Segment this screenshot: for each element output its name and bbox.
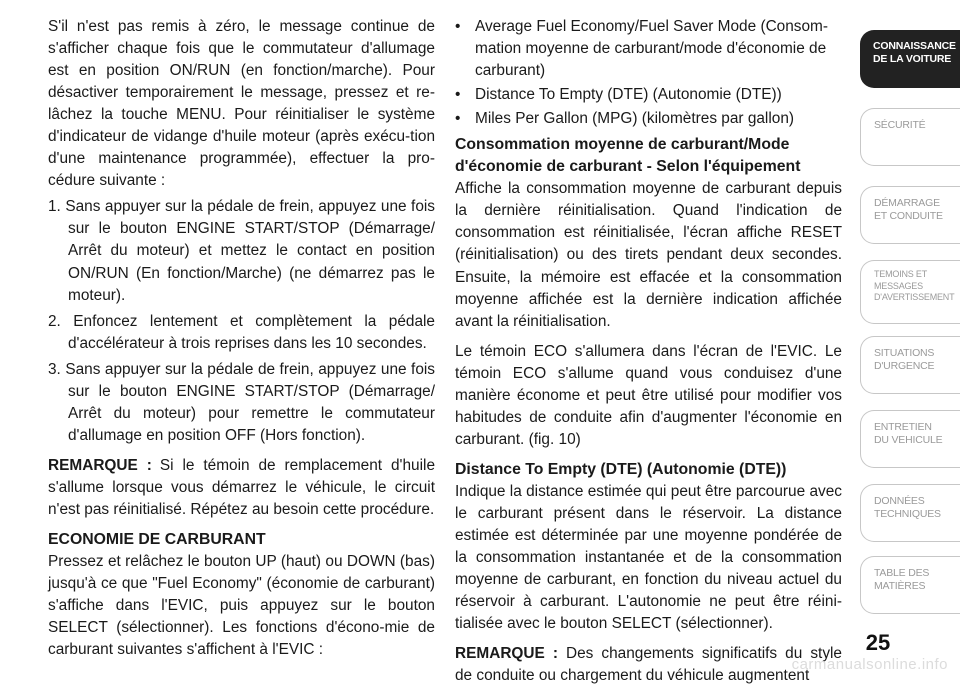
step-number: 3. — [48, 360, 61, 378]
remark-label: REMARQUE : — [455, 645, 558, 663]
watermark: carmanualsonline.info — [791, 656, 948, 673]
bullet-text: Distance To Empty (DTE) (Autonomie (DTE)) — [475, 86, 782, 104]
tab-label: DONNÉES TECHNIQUES — [874, 495, 941, 520]
step-number: 1. — [48, 198, 61, 216]
page-number: 25 — [865, 630, 891, 655]
remark-text: Des changements significatifs du style de conduite ou chargement du véhicule augmentent — [455, 645, 842, 685]
tab-label: TEMOINS ET MESSAGES D'AVERTISSEMENT — [874, 269, 955, 302]
tab-connaissance[interactable] — [860, 30, 960, 88]
step-number: 2. — [48, 312, 61, 330]
tab-entretien[interactable] — [860, 410, 960, 468]
list-item — [455, 108, 842, 130]
eco-paragraph: Le témoin ECO s'allumera dans l'écran de l'EVIC. Le témoin ECO s'allume quand vous conduisez d'une manière économe et peut être utilisé pour modifier vos habitudes de conduite afin d'augmenter l'économie en carburant. (fig. 10) — [455, 342, 842, 448]
fuel-functions-list — [455, 16, 842, 130]
list-item — [455, 16, 842, 82]
tab-label: TABLE DES MATIÈRES — [874, 567, 930, 592]
list-item — [48, 359, 435, 447]
tab-demarrage[interactable] — [860, 186, 960, 244]
tab-label: DÉMARRAGE ET CONDUITE — [874, 197, 943, 222]
bullet-icon: • — [455, 86, 461, 104]
remark-paragraph — [455, 643, 842, 687]
step-text: Enfoncez lentement et complètement la pédale d'accélérateur à trois reprises dans les 10 secondes. — [68, 312, 435, 352]
intro-paragraph: S'il n'est pas remis à zéro, le message continue de s'afficher chaque fois que le commutateur d'allumage est en position ON/RUN (en fonction/marche). Pour désactiver temporairement le message, pressez et re-lâchez la touche MENU. Pour réinitialiser le système d'indicateur de vidange d'huile moteur (après exécu-tion d'une maintenance programmée), effectuer la pro-cédure suivante : — [48, 18, 435, 190]
section-heading: Consommation moyenne de carburant/Mode d'économie de carburant - Selon l'équipement — [455, 136, 801, 176]
right-column — [455, 16, 842, 687]
tab-label: CONNAISSANCE DE LA VOITURE — [873, 40, 956, 65]
remark-label: REMARQUE : — [48, 456, 152, 474]
section-heading: ECONOMIE DE CARBURANT — [48, 531, 266, 549]
bullet-icon: • — [455, 110, 461, 128]
average-consumption-paragraph: Affiche la consommation moyenne de carburant depuis la dernière réinitialisation. Quand l'indication de consommation est réinitialisée, l'écran affiche RESET (réinitialisation) ou des tirets pendant deux secondes. Ensuite, la mémoire est effacée et la consommation moyenne affichée est la dernière indication affichée avant la réinitialisation. — [455, 180, 842, 330]
list-item — [455, 84, 842, 106]
tab-donnees[interactable] — [860, 484, 960, 542]
remark-text: Si le témoin de remplacement d'huile s'allume lorsque vous démarrez le véhicule, le circuit n'est pas réinitialisé. Répétez au besoin cette procédure. — [48, 456, 435, 518]
chapter-tabs — [856, 0, 960, 678]
dte-paragraph: Indique la distance estimée qui peut être parcourue avec le carburant présent dans le réservoir. La distance estimée est déterminée par une moyenne pondérée de la consommation instantanée et de la consommation moyenne de carburant, en fonction du niveau actuel du réservoir à carburant. L'autonomie ne peut être réini-tialisée avec le bouton SELECT (sélectionner). — [455, 482, 842, 633]
remark-paragraph — [48, 455, 435, 521]
bullet-text: Average Fuel Economy/Fuel Saver Mode (Consom-mation moyenne de carburant/mode d'économie de carburant) — [475, 18, 828, 80]
fuel-economy-paragraph: Pressez et relâchez le bouton UP (haut) ou DOWN (bas) jusqu'à ce que "Fuel Economy" (économie de carburant) s'affiche dans l'EVIC, puis appuyez sur le bouton SELECT (sélectionner). Les fonctions d'écono-mie de carburant suivantes s'affichent à l'EVIC : — [48, 553, 435, 659]
reset-steps-list — [48, 196, 435, 447]
tab-securite[interactable] — [860, 108, 960, 166]
tab-label: SÉCURITÉ — [874, 119, 926, 131]
step-text: Sans appuyer sur la pédale de frein, appuyez une fois sur le bouton ENGINE START/STOP (Démarrage/ Arrêt du moteur) pour remettre le commutateur d'allumage en position OFF (Hors fonction). — [65, 360, 435, 444]
list-item — [48, 196, 435, 306]
step-text: Sans appuyer sur la pédale de frein, appuyez une fois sur le bouton ENGINE START/STOP (Démarrage/ Arrêt du moteur) et mettez le contact en position ON/RUN (En fonction/Marche) (ne démarrez pas le moteur). — [65, 198, 435, 304]
tab-label: ENTRETIEN DU VEHICULE — [874, 421, 943, 446]
tab-table[interactable] — [860, 556, 960, 614]
list-item — [48, 311, 435, 355]
tab-situations[interactable] — [860, 336, 960, 394]
tab-label: SITUATIONS D'URGENCE — [874, 347, 935, 372]
bullet-text: Miles Per Gallon (MPG) (kilomètres par gallon) — [475, 110, 795, 128]
left-column — [48, 16, 435, 661]
bullet-icon: • — [455, 18, 461, 35]
section-heading: Distance To Empty (DTE) (Autonomie (DTE)) — [455, 460, 787, 478]
tab-temoins[interactable] — [860, 260, 960, 324]
